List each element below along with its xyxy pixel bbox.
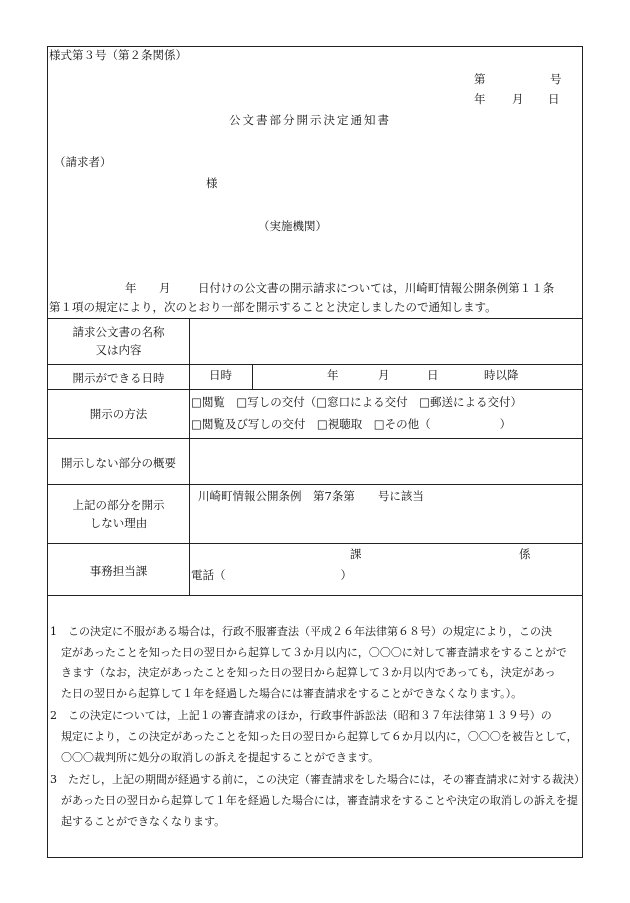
datetime-divider [252, 364, 253, 389]
method-label: 開示の方法 [89, 407, 148, 421]
reason-label-line1: 上記の部分を開示 [72, 498, 165, 512]
number-prefix: 第 [474, 72, 486, 86]
table-rule [47, 484, 583, 485]
datetime-sub-label: 日時 [209, 368, 232, 382]
table-rule [47, 389, 583, 390]
intro-line1: 日付けの公文書の開示請求については，川崎町情報公開条例第１１条 [198, 281, 555, 295]
form-number: 様式第３号（第２条関係） [49, 48, 187, 62]
office-label: 事務担当課 [89, 564, 148, 578]
reason-label [48, 497, 189, 533]
sama-label: 様 [206, 176, 218, 190]
reason-label-line2: しない理由 [89, 515, 148, 530]
note-line: 1 この決定に不服がある場合は，行政不服審査法（平成２６年法律第６８号）の規定により，この決 [50, 625, 552, 638]
header-year: 年 [474, 92, 486, 106]
document-title: 公文書部分開示決定通知書 [229, 113, 391, 127]
doc-name-label [48, 324, 189, 360]
note-line: きます（なお，決定があったことを知った日の翌日から起算して３か月以内であっても，決定があっ [50, 666, 556, 679]
office-kakari: 係 [519, 547, 531, 561]
table-rule [47, 438, 583, 439]
datetime-year: 年 [327, 368, 339, 382]
office-phone: 電話（ ） [191, 568, 352, 582]
header-day: 日 [548, 92, 560, 106]
doc-name-label-line2: 又は内容 [95, 342, 142, 357]
intro-line2: 第１項の規定により，次のとおり一部を開示することと決定しましたので通知します。 [49, 300, 497, 314]
note-line: 〇〇〇裁判所に処分の取消しの訴えを提起することができます。 [50, 751, 380, 764]
number-suffix: 号 [550, 72, 562, 86]
note-line: があった日の翌日から起算して１年を経過した場合には，審査請求をすることや決定の取消しの訴えを提 [50, 794, 578, 807]
note-line: た日の翌日から起算して１年を経過した場合には審査請求をすることができなくなります。）。 [50, 687, 523, 700]
table-bottom-rule [47, 595, 583, 596]
table-column-divider [189, 318, 190, 595]
header-month: 月 [512, 92, 524, 106]
datetime-month: 月 [378, 368, 390, 382]
intro-year: 年 [125, 281, 137, 295]
intro-month: 月 [159, 281, 171, 295]
nondisclosed-label: 開示しない部分の概要 [61, 456, 176, 470]
note-line: 規定により，この決定があったことを知った日の翌日から起算して６か月以内に，〇〇〇を被告として， [50, 730, 578, 743]
table-rule [47, 364, 583, 365]
doc-name-label-line1: 請求公文書の名称 [72, 325, 165, 339]
method-options-line1: □閲覧 □写しの交付（□窓口による交付 □郵送による交付） [191, 395, 522, 409]
agency-label: （実施機関） [258, 219, 327, 233]
note-line: 定があったことを知った日の翌日から起算して３か月以内に，〇〇〇に対して審査請求をすることがで [50, 646, 567, 659]
datetime-day: 日 [427, 368, 439, 382]
office-ka: 課 [350, 547, 362, 561]
datetime-label: 開示ができる日時 [72, 371, 165, 385]
table-top-rule [47, 318, 583, 319]
note-line: 起することができなくなります。 [50, 815, 226, 828]
requester-label: （請求者） [54, 155, 112, 169]
method-options-line2: □閲覧及び写しの交付 □視聴取 □その他（ ） [191, 417, 512, 431]
note-line: 2 この決定については，上記１の審査請求のほか，行政事件訴訟法（昭和３７年法律第１３９号）の [50, 709, 552, 722]
reason-text: 川崎町情報公開条例 第7条第 号に該当 [198, 489, 424, 503]
datetime-after: 時以降 [484, 368, 519, 382]
table-rule [47, 543, 583, 544]
note-line: 3 ただし，上記の期間が経過する前に，この決定（審査請求をした場合には，その審査請求に対する裁決） [50, 773, 585, 786]
